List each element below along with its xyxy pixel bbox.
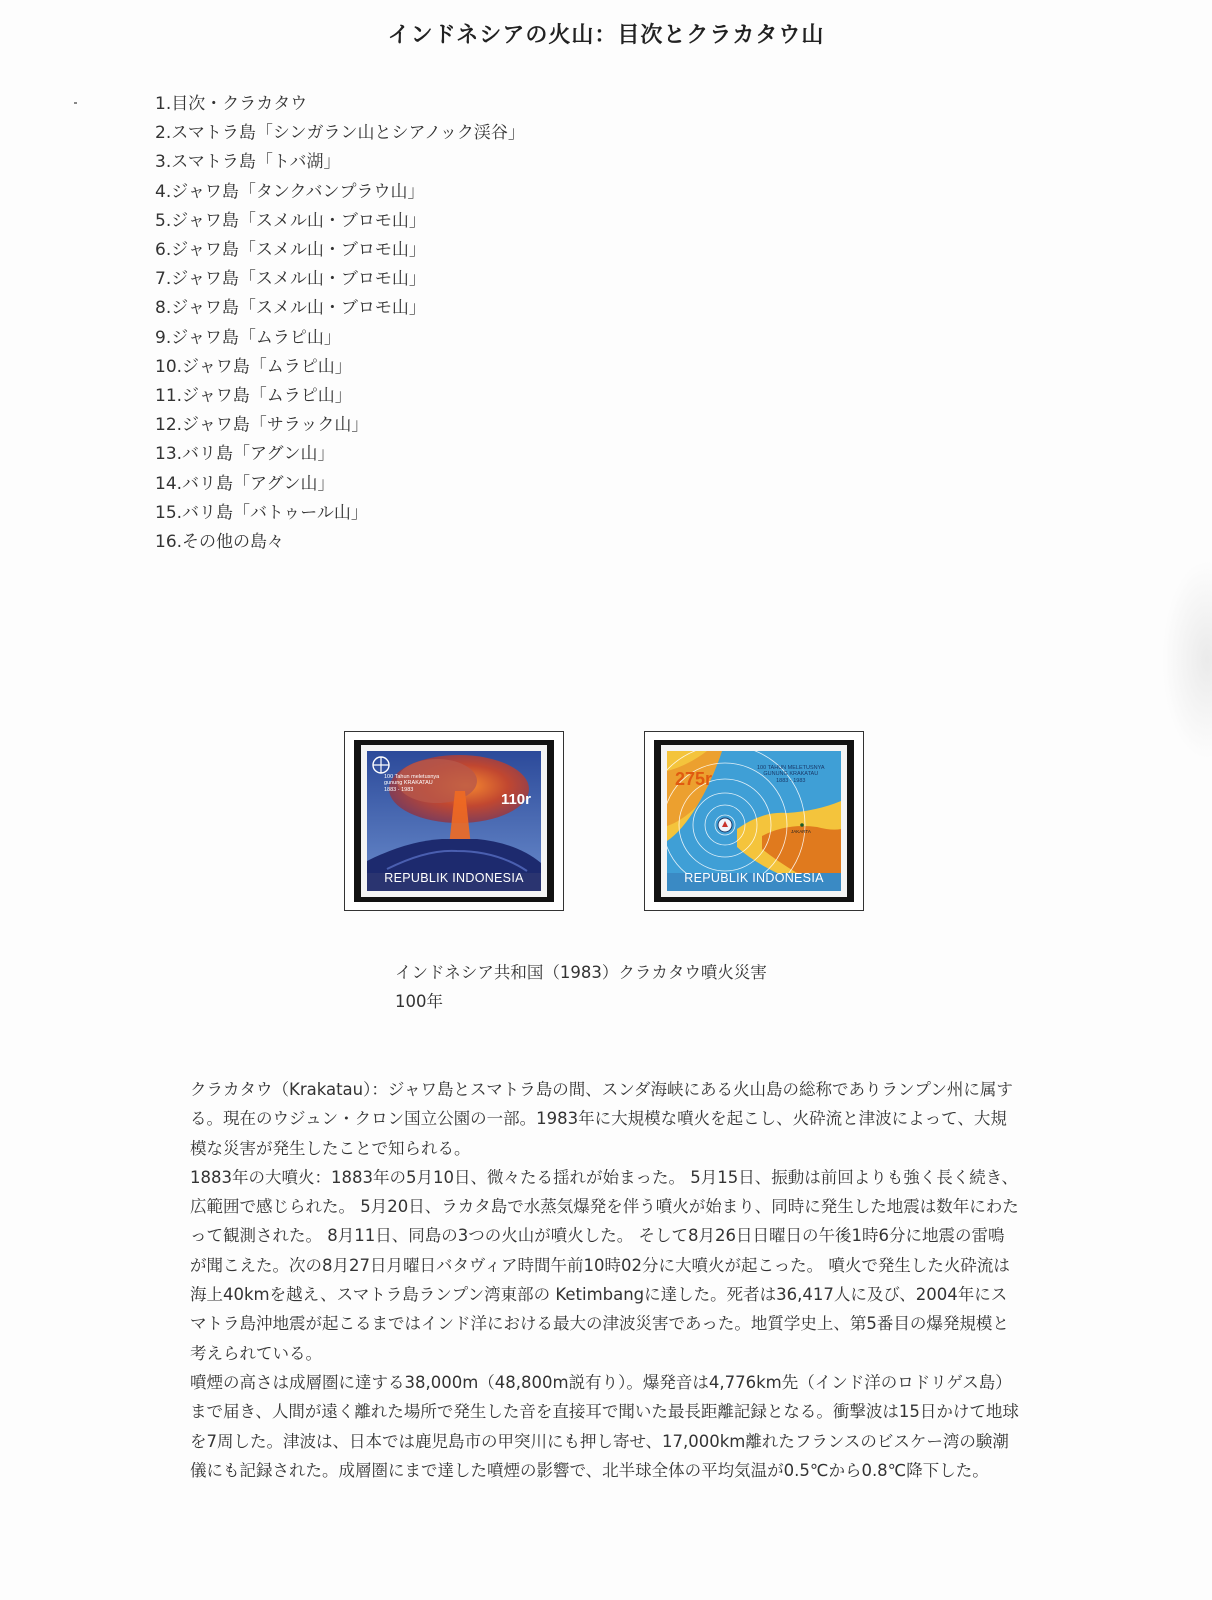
toc-item: 11.ジャワ島「ムラピ山」 <box>155 386 352 407</box>
stamp-commemorative-text: 100 TAHUN MELETUSNYA GUNUNG KRAKATAU 1883 - 1983 <box>757 765 825 784</box>
stamp-mount-krakatau-map <box>644 731 864 911</box>
stamp-denomination: 275r <box>675 769 713 789</box>
caption-line: インドネシア共和国（1983）クラカタウ噴火災害 <box>395 963 767 982</box>
stamp-commemorative-text: 100 Tahun meletusnya gunung KRAKATAU 1883 - 1983 <box>384 774 440 793</box>
toc-item: 7.ジャワ島「スメル山・ブロモ山」 <box>155 269 426 290</box>
toc-item: 13.バリ島「アグン山」 <box>155 444 335 465</box>
stamp-krakatau-eruption <box>361 745 547 897</box>
toc-item: 1.目次・クラカタウ <box>155 94 308 114</box>
stamp-country-label: REPUBLIK INDONESIA <box>384 871 524 885</box>
stamp-caption <box>395 958 767 1016</box>
stamp-country-label: REPUBLIK INDONESIA <box>684 871 824 885</box>
description-paragraph: 1883年の大噴火：1883年の5月10日、微々たる揺れが始まった。 5月15日、振動は前回よりも強く長く続き、広範囲で感じられた。 5月20日、ラカタ島で水蒸気爆発を伴う噴火が始まり、同時に発生した地震は数年にわたって観測された。 8月11日、同島の3つの火山が噴火した。 そして8月26日日曜日の午後1時6分に地震の雷鳴が聞こえた。次の8月27日月曜日バタヴィア時間午前10時02分に大噴火が起こった。 噴火で発生した火砕流は海上40kmを越え、スマトラ島ランプン湾東部の Ketimbangに達した。死者は36,417人に及び、2004年にスマトラ島沖地震が起こるまではインド洋における最大の津波災害であった。地質学史上、第5番目の爆発規模と考えられている。 <box>190 1167 1019 1363</box>
toc-item: 3.スマトラ島「トバ湖」 <box>155 152 341 173</box>
toc-item: 10.ジャワ島「ムラピ山」 <box>155 356 352 377</box>
toc-item: 5.ジャワ島「スメル山・ブロモ山」 <box>155 210 426 231</box>
toc-item: 14.バリ島「アグン山」 <box>155 473 335 494</box>
stamp-krakatau-map <box>661 745 847 897</box>
stamp-artwork <box>367 751 541 891</box>
description-paragraph: 噴煙の高さは成層圏に達する38,000m（48,800m説有り）。爆発音は4,776km先（インド洋のロドリゲス島）まで届き、人間が遠く離れた場所で発生した音を直接耳で聞いた最長距離記録となる。衝撃波は15日かけて地球を7周した。津波は、日本では鹿児島市の甲突川にも押し寄せ、17,000km離れたフランスのビスケー湾の験潮儀にも記録された。成層圏にまで達した噴煙の影響で、北半球全体の平均気温が0.5℃から0.8℃降下した。 <box>190 1372 1019 1480</box>
description-paragraph: クラカタウ（Krakatau）：ジャワ島とスマトラ島の間、スンダ海峡にある火山島の総称でありランプン州に属する。現在のウジュン・クロン国立公園の一部。1983年に大規模な噴火を起こし、火砕流と津波によって、大規模な災害が発生したことで知られる。 <box>190 1080 1013 1158</box>
caption-line: 100年 <box>395 992 443 1011</box>
toc-item: 15.バリ島「バトゥール山」 <box>155 502 368 523</box>
toc-item: 9.ジャワ島「ムラピ山」 <box>155 327 341 348</box>
eruption-illustration <box>367 751 541 891</box>
toc-item: 12.ジャワ島「サラック山」 <box>155 415 369 436</box>
table-of-contents <box>155 90 525 557</box>
page-title: インドネシアの火山：目次とクラカタウ山 <box>387 23 825 48</box>
scan-shadow <box>1162 560 1212 760</box>
stray-mark <box>74 102 77 104</box>
toc-item: 6.ジャワ島「スメル山・ブロモ山」 <box>155 240 426 261</box>
map-city-label: JAKARTA <box>791 829 811 834</box>
stamp-artwork <box>667 751 841 891</box>
toc-item: 2.スマトラ島「シンガラン山とシアノック渓谷」 <box>155 123 525 144</box>
toc-item: 16.その他の島々 <box>155 532 285 553</box>
stamp-denomination: 110r <box>500 791 531 808</box>
toc-item: 8.ジャワ島「スメル山・ブロモ山」 <box>155 298 426 319</box>
stamp-mount-krakatau-eruption <box>344 731 564 911</box>
description-text <box>190 1075 1020 1485</box>
toc-item: 4.ジャワ島「タンクバンプラウ山」 <box>155 181 425 202</box>
